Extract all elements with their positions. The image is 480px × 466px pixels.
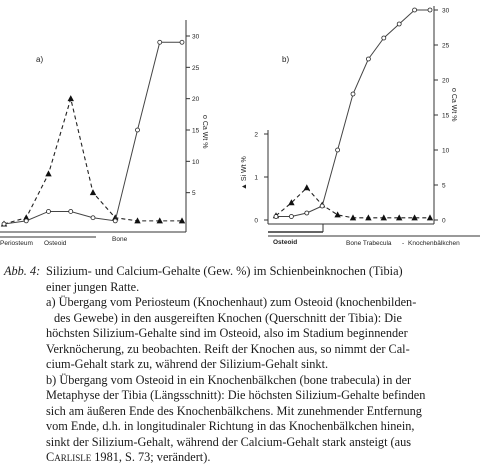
panel-b-si-series-line xyxy=(276,188,430,218)
panel-b-region-separator: - xyxy=(402,240,405,247)
panel-b-ca-point xyxy=(397,22,401,26)
panel-a-ca-point xyxy=(2,222,6,226)
panel-b-si-point xyxy=(334,211,340,217)
caption-a-line: höchsten Silizium-Gehalte sind im Osteoid, also im Stadium beginnender xyxy=(46,326,408,340)
panel-a-ca-point xyxy=(69,209,73,213)
panel-b-right-ticks xyxy=(434,8,450,225)
figure-caption xyxy=(4,264,476,466)
panel-b-ca-point xyxy=(274,215,278,219)
panel-a-region-periosteum: Periosteum xyxy=(0,240,33,247)
panel-a-si-point xyxy=(68,95,74,101)
panel-a-si-point xyxy=(45,170,51,176)
panel-a-ca-series-line xyxy=(4,42,182,224)
axis-tick-label: 0 xyxy=(442,217,446,225)
panel-b-label: b) xyxy=(282,55,290,64)
caption-a-line: Verknöcherung, zu beobachten. Reift der Knochen aus, so nimmt der Cal- xyxy=(46,341,410,356)
axis-tick-label: 30 xyxy=(442,7,450,15)
caption-b-line: sich am äußeren Ende des Knochenbälkchens. Mit zunehmender Entfernung xyxy=(46,403,422,418)
panel-b xyxy=(241,6,480,247)
panel-a xyxy=(0,20,208,247)
panel-b-ca-series-line xyxy=(276,10,430,217)
panel-b-ca-point xyxy=(320,204,324,208)
panel-a-ca-point xyxy=(136,128,140,132)
panel-b-ca-point xyxy=(289,215,293,219)
axis-tick-label: 5 xyxy=(192,190,196,198)
caption-b-line: vom Ende, d.h. in longitudinaler Richtung in das Knochenbälkchen hinein, xyxy=(46,419,415,433)
panel-b-si-point xyxy=(365,214,371,220)
panel-b-ca-point xyxy=(413,8,417,12)
caption-label: Abb. 4: xyxy=(4,264,41,278)
panel-b-series xyxy=(273,8,433,220)
panel-a-region-osteoid: Osteoid xyxy=(44,240,67,247)
panel-b-si-point xyxy=(427,214,433,220)
axis-tick-label: 10 xyxy=(192,158,200,166)
panel-b-si-point xyxy=(304,184,310,190)
axis-tick-label: 20 xyxy=(192,96,200,104)
axis-tick-label: 10 xyxy=(442,147,450,155)
panel-a-right-ticks xyxy=(186,34,200,198)
panel-a-ca-point xyxy=(47,209,51,213)
panel-b-region-osteoid: Osteoid xyxy=(273,239,298,246)
caption-b-line: Metaphyse der Tibia (Längsschnitt): Die höchsten Silizium-Gehalte befinden xyxy=(46,388,426,402)
panel-a-ca-point xyxy=(113,219,117,223)
panel-b-right-axis-label: o Ca Wt % xyxy=(450,88,457,122)
caption-a-line: a) Übergang vom Periosteum (Knochenhaut) zum Osteoid (knochenbilden- xyxy=(46,295,417,309)
axis-tick-label: 25 xyxy=(442,42,450,50)
panel-b-ca-point xyxy=(366,57,370,61)
panel-a-ca-point xyxy=(24,219,28,223)
axis-tick-label: 1 xyxy=(254,174,258,182)
panel-a-region-bone: Bone xyxy=(112,236,128,243)
panel-b-ca-point xyxy=(382,36,386,40)
caption-a-line: des Gewebe) in den ausgereiften Knochen (Querschnitt der Tibia): Die xyxy=(54,310,402,325)
caption-line-2: einer jungen Ratte. xyxy=(46,279,140,294)
panel-a-right-axis-label: o Ca Wt % xyxy=(201,115,208,149)
panel-a-ca-point xyxy=(158,40,162,44)
axis-tick-label: 15 xyxy=(442,112,450,120)
caption-citation xyxy=(4,450,476,466)
caption-a-line: cium-Gehalt stark zu, während der Silizium-Gehalt sinkt. xyxy=(46,357,329,371)
citation-author: Carlisle xyxy=(46,450,92,464)
axis-tick-label: 5 xyxy=(442,182,446,190)
panel-a-label: a) xyxy=(36,55,44,64)
axis-tick-label: 0 xyxy=(254,217,258,225)
panel-b-ca-point xyxy=(336,148,340,152)
panel-b-ca-point xyxy=(428,8,432,12)
caption-line-1: Silizium- und Calcium-Gehalte (Gew. %) im Schienbeinknochen (Tibia) xyxy=(46,264,403,278)
caption-b-line: b) Übergang vom Osteoid in ein Knochenbälkchen (bone trabecula) in der xyxy=(46,372,412,387)
panel-b-region-knochenbaelkchen: Knochenbälkchen xyxy=(408,240,460,247)
panel-b-ca-point xyxy=(351,92,355,96)
panel-a-ca-point xyxy=(91,216,95,220)
caption-first-line xyxy=(4,264,476,280)
panel-b-left-axis-label: ▲ Si Wt % xyxy=(241,156,248,190)
panel-a-ca-point xyxy=(180,40,184,44)
axis-tick-label: 30 xyxy=(192,33,200,41)
axis-tick-label: 20 xyxy=(442,77,450,85)
panel-b-ca-point xyxy=(305,211,309,215)
panel-b-region-trabecula: Bone Trabecula xyxy=(346,240,392,247)
panel-a-si-series-line xyxy=(4,99,182,224)
citation-details: 1981, S. 73; verändert). xyxy=(91,450,211,464)
panel-a-series xyxy=(1,40,185,226)
axis-tick-label: 15 xyxy=(192,127,200,135)
caption-b-line: sinkt der Silizium-Gehalt, während der Calcium-Gehalt stark ansteigt (aus xyxy=(46,434,412,449)
axis-tick-label: 2 xyxy=(254,131,258,139)
axis-tick-label: 25 xyxy=(192,64,200,72)
panel-b-left-ticks xyxy=(254,132,268,225)
panel-a-si-point xyxy=(90,189,96,195)
